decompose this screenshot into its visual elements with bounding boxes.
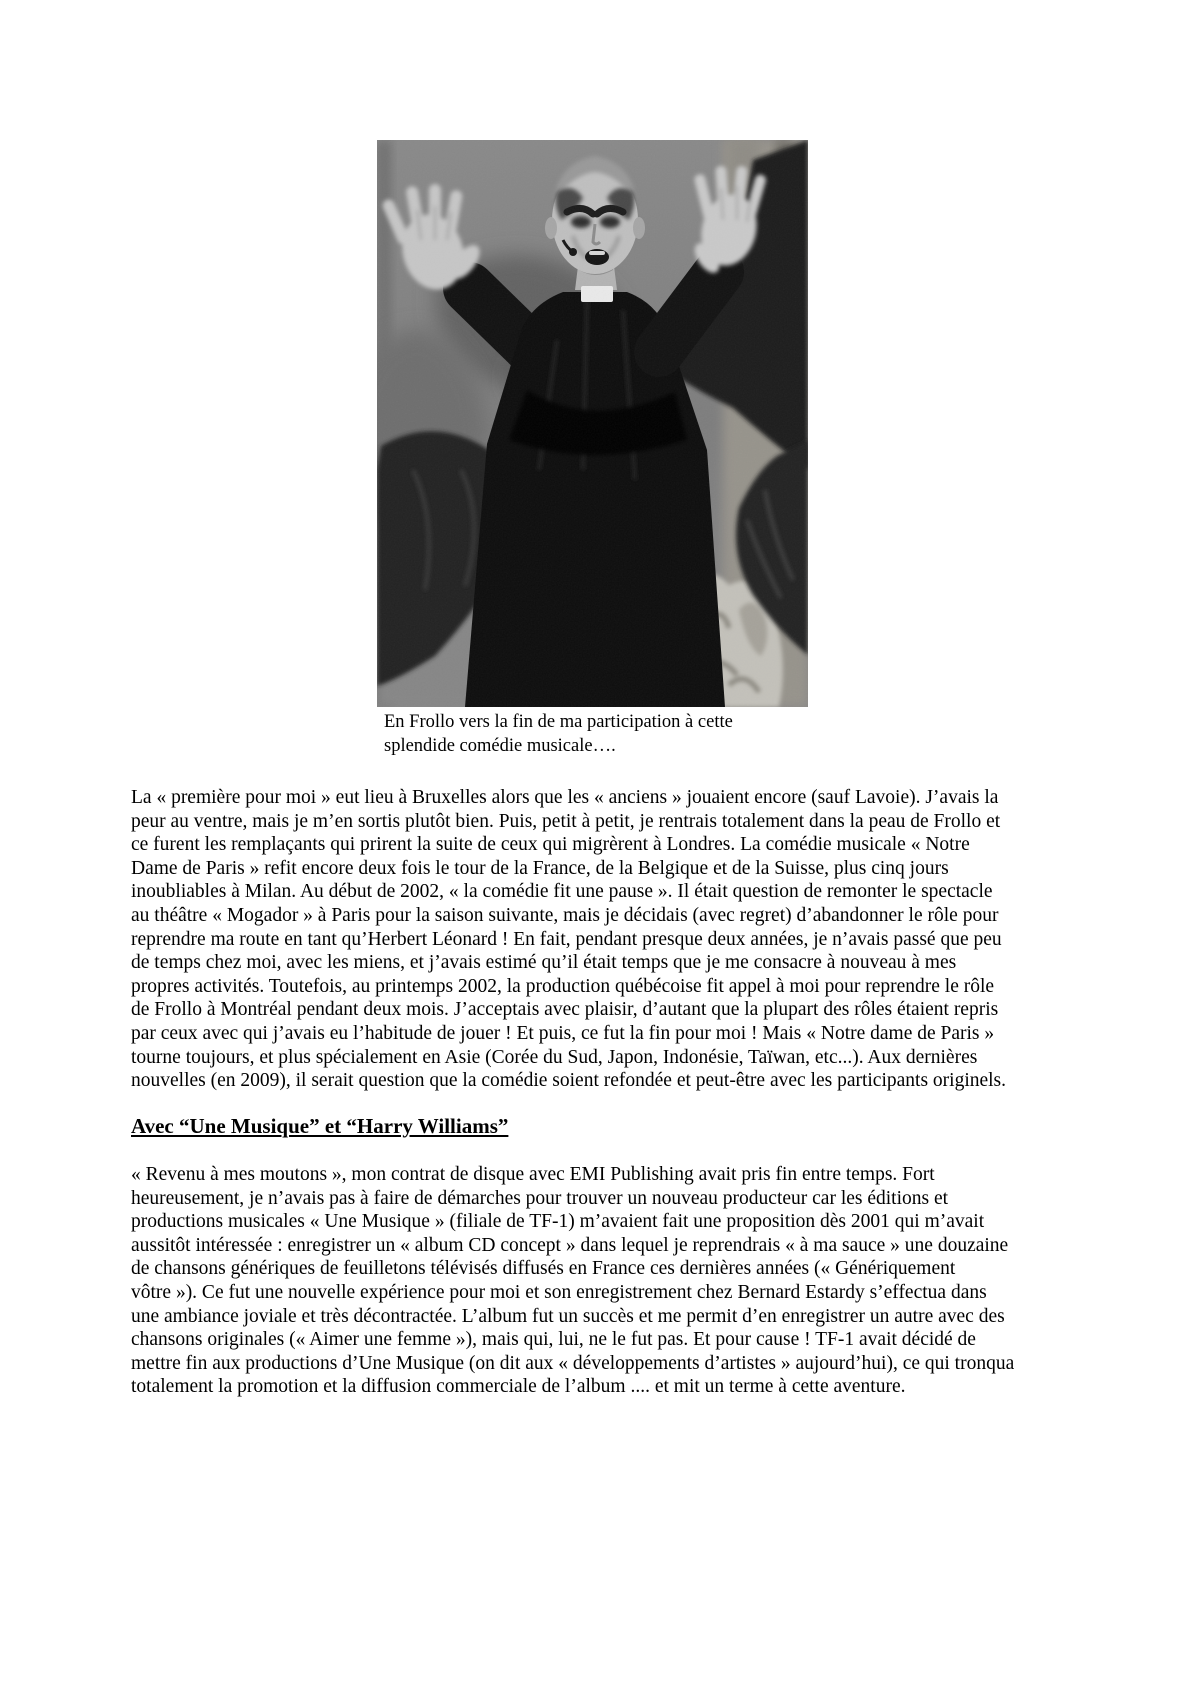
photo-grain	[377, 140, 808, 707]
frollo-stage-photo-illustration	[377, 140, 808, 707]
photo-caption: En Frollo vers la fin de ma participation à cette splendide comédie musicale….	[384, 712, 733, 756]
stage-photo	[377, 140, 808, 707]
paragraph-notre-dame-de-paris: La « première pour moi » eut lieu à Bruxelles alors que les « anciens » jouaient encore (sauf Lavoie). J’avais la peur au ventre, mais je m’en sortis plutôt bien. Puis, petit à petit, je rentrais totalement dans la peau de Frollo et ce furent les remplaçants qui prirent la suite de ceux qui migrèrent à Londres. La comédie musicale « Notre Dame de Paris » refit encore deux fois le tour de la France, de la Belgique et de la Suisse, plus cinq jours inoubliables à Milan. Au début de 2002, « la comédie fit une pause ». Il était question de remonter le spectacle au théâtre « Mogador » à Paris pour la saison suivante, mais je décidais (avec regret) d’abandonner le rôle pour reprendre ma route en tant qu’Herbert Léonard ! En fait, pendant presque deux années, je n’avais passé que peu de temps chez moi, avec les miens, et j’avais estimé qu’il était temps que je me consacre à nouveau à mes propres activités. Toutefois, au printemps 2002, la production québécoise fit appel à moi pour reprendre le rôle de Frollo à Montréal pendant deux mois. J’acceptais avec plaisir, d’autant que la plupart des rôles étaient repris par ceux avec qui j’avais eu l’habitude de jouer ! Et puis, ce fut la fin pour moi ! Mais « Notre dame de Paris » tourne toujours, et plus spécialement en Asie (Corée du Sud, Japon, Indonésie, Taïwan, etc...). Aux dernières nouvelles (en 2009), il serait question que la comédie soient refondée et peut-être avec les participants originels.	[131, 787, 1007, 1092]
section-heading-une-musique-harry-williams: Avec “Une Musique” et “Harry Williams”	[131, 1114, 509, 1138]
paragraph-une-musique: « Revenu à mes moutons », mon contrat de disque avec EMI Publishing avait pris fin entre temps. Fort heureusement, je n’avais pas à faire de démarches pour trouver un nouveau producteur car les éditions et productions musicales « Une Musique » (filiale de TF-1) m’avaient fait une proposition dès 2001 qui m’avait aussitôt intéressée : enregistrer un « album CD concept » dans lequel je reprendrais « à ma sauce » une douzaine de chansons génériques de feuilletons télévisés diffusés en France ces dernières années (« Génériquement vôtre »). Ce fut une nouvelle expérience pour moi et son enregistrement chez Bernard Estardy s’effectua dans une ambiance joviale et très décontractée. L’album fut un succès et me permit d’en enregistrer un autre avec des chansons originales (« Aimer une femme »), mais qui, lui, ne le fut pas. Et pour cause ! TF-1 avait décidé de mettre fin aux productions d’Une Musique (on dit aux « développements d’artistes » aujourd’hui), ce qui tronqua totalement la promotion et la diffusion commerciale de l’album .... et mit un terme à cette aventure.	[131, 1164, 1015, 1398]
